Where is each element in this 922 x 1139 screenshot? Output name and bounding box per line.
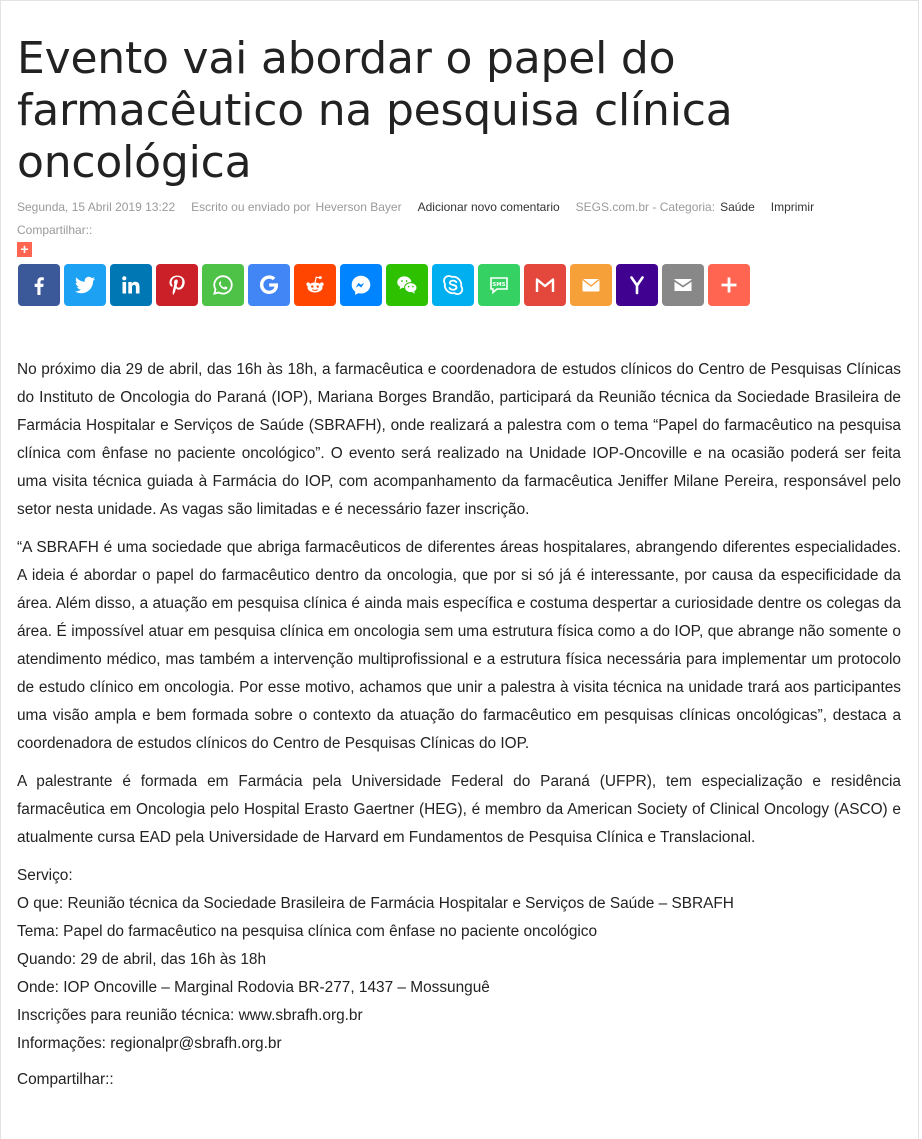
article-paragraph: “A SBRAFH é uma sociedade que abriga farmacêuticos de diferentes áreas hospitalares, abrangendo diferentes especialidades. A ideia é abordar o papel do farmacêutico dentro da oncologia, que por si só já é interessante, por causa da especificidade da área. Além disso, a atuação em pesquisa clínica é ainda mais específica e costuma despertar a curiosidade dentre os colegas da área. É impossível atuar em pesquisa clínica em oncologia sem uma estrutura física como a do IOP, que abrange não somente o atendimento médico, mas também a intervenção multiprofissional e a estrutura física necessária para implementar um protocolo de estudo clínico em oncologia. Por esse motivo, achamos que unir a palestra à visita técnica na unidade trará aos participantes uma visão ampla e bem formada sobre o contexto da atuação do farmacêutico em pesquisas clínicas oncológicas”, destaca a coordenadora de estudos clínicos do Centro de Pesquisas Clínicas do IOP. [17, 539, 901, 752]
google-icon [257, 273, 281, 297]
print-link[interactable]: Imprimir [770, 200, 815, 214]
wechat-share-button[interactable] [386, 264, 428, 306]
gmail-share-button[interactable] [524, 264, 566, 306]
google-share-button[interactable] [248, 264, 290, 306]
source-category-label: SEGS.com.br - Categoria: [575, 200, 716, 214]
service-info [17, 862, 901, 1058]
gmail-icon [533, 273, 557, 297]
article-container [17, 33, 901, 1094]
pinterest-share-button[interactable] [156, 264, 198, 306]
messenger-share-button[interactable] [340, 264, 382, 306]
category-link[interactable]: Saúde [720, 200, 755, 214]
pinterest-icon [165, 273, 189, 297]
twitter-icon [73, 273, 97, 297]
share-label-bottom: Compartilhar:: [17, 1071, 114, 1088]
facebook-icon [27, 273, 51, 297]
sms-icon [487, 273, 511, 297]
whatsapp-icon [211, 273, 235, 297]
service-heading: Serviço: [17, 867, 73, 884]
share-buttons-row [18, 264, 901, 306]
plus-icon [717, 273, 741, 297]
add-comment-link[interactable]: Adicionar novo comentario [417, 200, 560, 214]
envelope-icon [579, 273, 603, 297]
email-icon [671, 273, 695, 297]
reddit-share-button[interactable] [294, 264, 336, 306]
wechat-icon [395, 273, 419, 297]
skype-share-button[interactable] [432, 264, 474, 306]
service-where: Onde: IOP Oncoville – Marginal Rodovia BR-277, 1437 – Mossunguê [17, 979, 490, 996]
share-expand-plus-icon[interactable]: + [17, 242, 32, 257]
twitter-share-button[interactable] [64, 264, 106, 306]
article-meta [17, 199, 901, 215]
article-body [17, 356, 901, 1094]
mail-share-button[interactable] [570, 264, 612, 306]
article-paragraph: A palestrante é formada em Farmácia pela Universidade Federal do Paraná (UFPR), tem especialização e residência farmacêutica em Oncologia pelo Hospital Erasto Gaertner (HEG), é membro da American Society of Clinical Oncology (ASCO) e atualmente cursa EAD pela Universidade de Harvard em Fundamentos de Pesquisa Clínica e Translacional. [17, 773, 901, 846]
yahoo-share-button[interactable] [616, 264, 658, 306]
messenger-icon [349, 273, 373, 297]
article-paragraph: No próximo dia 29 de abril, das 16h às 18h, a farmacêutica e coordenadora de estudos clínicos do Centro de Pesquisas Clínicas do Instituto de Oncologia do Paraná (IOP), Mariana Borges Brandão, participará da Reunião técnica da Sociedade Brasileira de Farmácia Hospitalar e Serviços de Saúde (SBRAFH), onde realizará a palestra com o tema “Papel do farmacêutico na pesquisa clínica com ênfase no paciente oncológico”. O evento será realizado na Unidade IOP-Oncoville e na ocasião poderá ser feita uma visita técnica guiada à Farmácia do IOP, com acompanhamento da farmacêutica Jeniffer Milane Pereira, responsável pelo setor nesta unidade. As vagas são limitadas e é necessário fazer inscrição. [17, 361, 901, 518]
email-share-button[interactable] [662, 264, 704, 306]
article-title: Evento vai abordar o papel do farmacêutico na pesquisa clínica oncológica [17, 33, 733, 188]
svg-text:SMS: SMS [492, 282, 506, 289]
service-registration[interactable]: Inscrições para reunião técnica: www.sbrafh.org.br [17, 1007, 363, 1024]
linkedin-icon [119, 273, 143, 297]
service-when: Quando: 29 de abril, das 16h às 18h [17, 951, 267, 968]
service-what: O que: Reunião técnica da Sociedade Brasileira de Farmácia Hospitalar e Serviços de Saúde – SBRAFH [17, 895, 734, 912]
facebook-share-button[interactable] [18, 264, 60, 306]
skype-icon [441, 273, 465, 297]
service-theme: Tema: Papel do farmacêutico na pesquisa clínica com ênfase no paciente oncológico [17, 923, 598, 940]
written-by-label: Escrito ou enviado por [191, 200, 311, 214]
more-share-button[interactable] [708, 264, 750, 306]
yahoo-icon [625, 273, 649, 297]
whatsapp-share-button[interactable] [202, 264, 244, 306]
service-contact[interactable]: Informações: regionalpr@sbrafh.org.br [17, 1035, 282, 1052]
author-link[interactable]: Heverson Bayer [315, 200, 402, 214]
sms-share-button[interactable] [478, 264, 520, 306]
linkedin-share-button[interactable] [110, 264, 152, 306]
reddit-icon [303, 273, 327, 297]
article-date: Segunda, 15 Abril 2019 13:22 [17, 200, 176, 214]
share-label: Compartilhar:: [17, 223, 93, 237]
